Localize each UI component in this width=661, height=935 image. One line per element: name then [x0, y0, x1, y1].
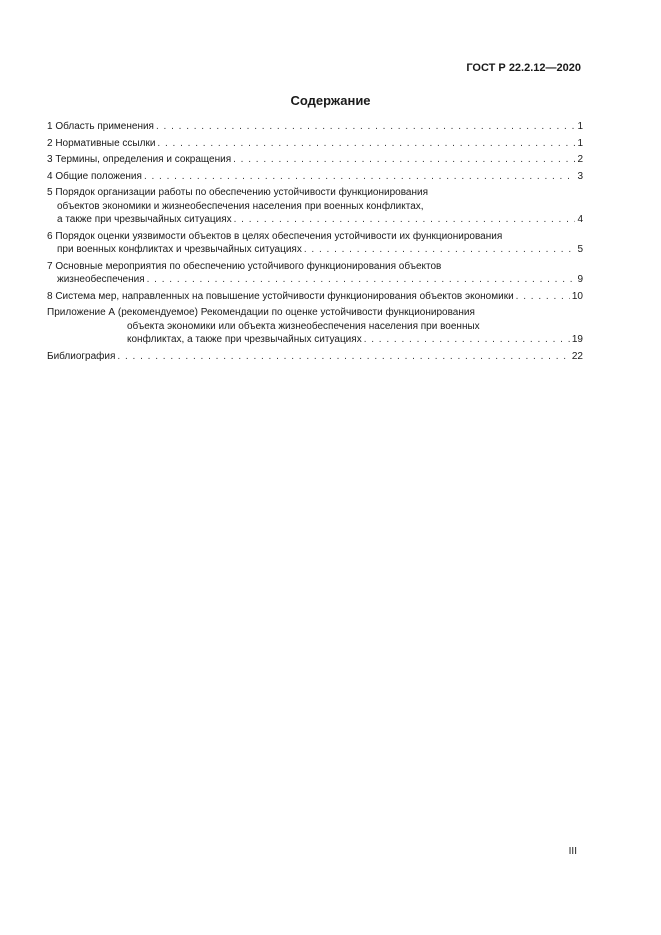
leader-dots [147, 273, 576, 287]
page-number: III [568, 846, 577, 857]
toc-entry-5[interactable] [47, 186, 583, 227]
toc-entry-text: 2 Нормативные ссылки [47, 137, 156, 149]
toc-entry-text: 6 Порядок оценки уязвимости объектов в целях обеспечения устойчивости их функционирования [47, 230, 503, 242]
toc-entry-text: объекта экономики или объекта жизнеобеспечения населения при военных [127, 320, 480, 332]
leader-dots [234, 213, 576, 227]
toc-page-number: 22 [571, 350, 583, 362]
leader-dots [233, 153, 575, 167]
toc-entry-1[interactable] [47, 120, 583, 134]
document-code: ГОСТ Р 22.2.12—2020 [466, 62, 581, 74]
toc-entry-bibliography[interactable] [47, 350, 583, 364]
leader-dots [117, 350, 569, 364]
leader-dots [516, 290, 570, 304]
toc-entry-text: 4 Общие положения [47, 170, 142, 182]
leader-dots [144, 170, 576, 184]
leader-dots [364, 333, 570, 347]
leader-dots [157, 137, 575, 151]
toc-entry-2[interactable] [47, 137, 583, 151]
toc-entry-text: 7 Основные мероприятия по обеспечению устойчивого функционирования объектов [47, 260, 442, 272]
toc-entry-text: при военных конфликтах и чрезвычайных ситуациях [57, 244, 302, 255]
toc-entry-8[interactable] [47, 290, 583, 304]
toc-entry-text: объектов экономики и жизнеобеспечения населения при военных конфликтах, [57, 200, 424, 212]
toc-page-number: 4 [577, 214, 583, 225]
table-of-contents [47, 120, 583, 366]
leader-dots [304, 243, 576, 257]
toc-entry-text: конфликтах, а также при чрезвычайных ситуациях [127, 334, 362, 345]
toc-entry-text: 5 Порядок организации работы по обеспечению устойчивости функционирования [47, 187, 428, 198]
toc-page-number: 1 [577, 137, 583, 149]
toc-page-number: 2 [577, 154, 583, 165]
toc-entry-4[interactable] [47, 170, 583, 184]
toc-entry-text: Библиография [47, 350, 116, 362]
toc-page-number: 3 [577, 170, 583, 182]
toc-entry-text: а также при чрезвычайных ситуациях [57, 214, 232, 225]
toc-page-number: 9 [577, 274, 583, 285]
toc-page-number: 19 [571, 334, 583, 345]
toc-entry-appendix-a[interactable] [47, 306, 583, 347]
toc-entry-text: 3 Термины, определения и сокращения [47, 154, 232, 165]
toc-title: Содержание [290, 93, 371, 108]
toc-entry-6[interactable] [47, 230, 583, 257]
toc-entry-text: 1 Область применения [47, 121, 154, 132]
toc-page-number: 10 [571, 290, 583, 302]
toc-entry-text: 8 Система мер, направленных на повышение устойчивости функционирования объектов экономики [47, 290, 514, 302]
leader-dots [156, 120, 575, 134]
toc-entry-text: жизнеобеспечения [57, 274, 145, 285]
toc-entry-text: Приложение А (рекомендуемое) Рекомендации по оценке устойчивости функционирования [47, 307, 475, 318]
toc-page-number: 1 [577, 121, 583, 132]
toc-page-number: 5 [577, 244, 583, 255]
toc-entry-7[interactable] [47, 260, 583, 287]
toc-entry-3[interactable] [47, 153, 583, 167]
